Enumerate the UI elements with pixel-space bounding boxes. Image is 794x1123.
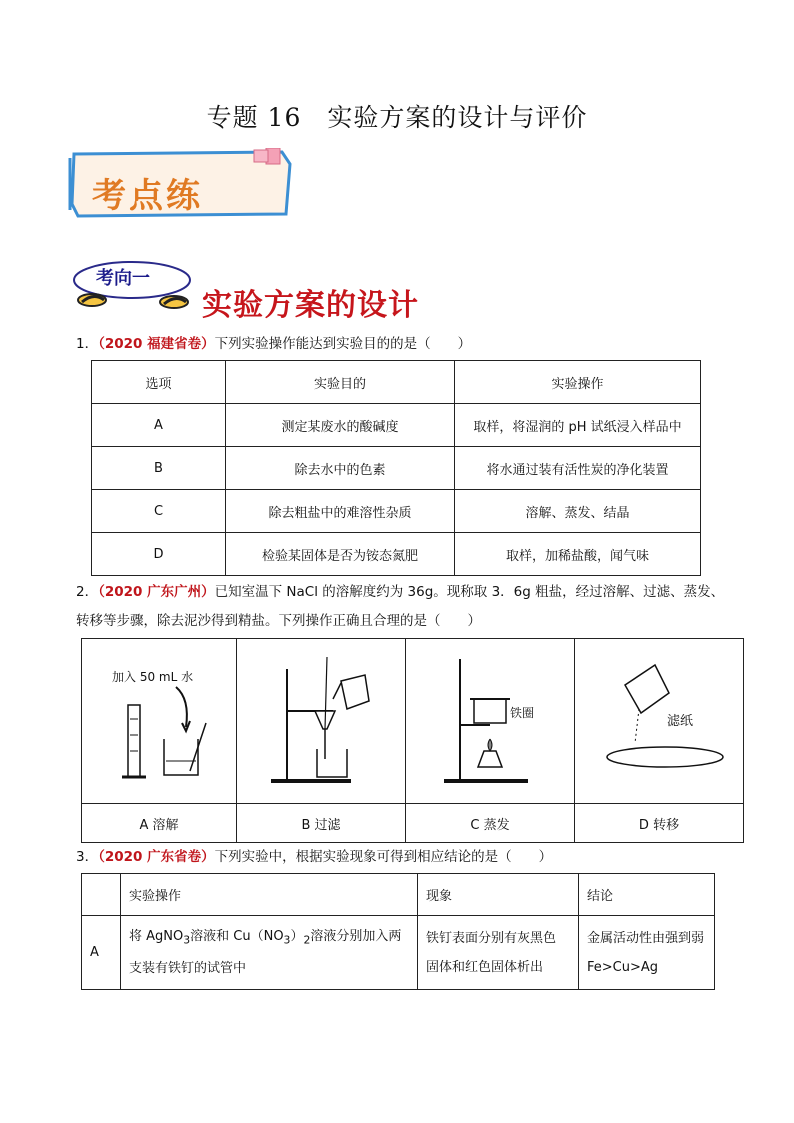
purpose-cell: 除去粗盐中的难溶性杂质 (226, 490, 455, 533)
question-number: 2． (76, 584, 99, 600)
header-cell: 实验操作 (455, 361, 701, 404)
header-cell: 实验操作 (121, 874, 418, 916)
question-1-stem (76, 330, 471, 359)
conclusion-cell (579, 916, 715, 990)
text-run: 铁钉表面分别有灰黑色 (426, 930, 557, 946)
caption-a: A 溶解 (82, 804, 237, 843)
question-3-table (81, 873, 715, 990)
question-2-line-1 (76, 578, 724, 607)
question-text: 下列实验操作能达到实验目的的是（ ） (214, 336, 472, 352)
filter-illustration (241, 639, 401, 799)
figure-label: 加入 50 mL 水 (112, 670, 194, 684)
text-run: Fe>Cu>Ag (587, 959, 659, 975)
question-2-line-2: 转移等步骤，除去泥沙得到精盐。下列操作正确且合理的是（ ） (76, 613, 481, 629)
text-run: 将 AgNO (129, 928, 184, 944)
question-text: 已知室温下 NaCl 的溶解度约为 36g。现称取 3．6g 粗盐，经过溶解、过滤、蒸发、 (214, 584, 725, 600)
caption-b: B 过滤 (237, 804, 406, 843)
subscript: 3 (283, 933, 291, 947)
option-cell: A (92, 404, 226, 447)
header-cell (82, 874, 121, 916)
subscript: 3 (183, 933, 191, 947)
figure-d-cell (575, 639, 744, 804)
table-row (92, 447, 701, 490)
text-run: 支装有铁钉的试管中 (129, 961, 247, 977)
section-title: 实验方案的设计 (202, 288, 419, 323)
phenomenon-cell (418, 916, 579, 990)
text-run: 固体和红色固体析出 (426, 959, 544, 975)
subscript: 2 (303, 933, 311, 947)
table-row (92, 490, 701, 533)
question-3-stem (76, 843, 552, 872)
purpose-cell: 除去水中的色素 (226, 447, 455, 490)
evaporation-illustration (410, 639, 570, 799)
purpose-cell: 检验某固体是否为铵态氮肥 (226, 533, 455, 576)
text-run: ） (290, 928, 304, 944)
section-badge-label: 考向一 (96, 268, 150, 289)
figure-b-cell (237, 639, 406, 804)
transfer-illustration (579, 639, 739, 799)
operation-cell: 取样，将湿润的 pH 试纸浸入样品中 (455, 404, 701, 447)
caption-c: C 蒸发 (406, 804, 575, 843)
table-row (82, 916, 715, 990)
operation-cell: 取样，加稀盐酸，闻气味 (455, 533, 701, 576)
text-run: 金属活动性由强到弱 (587, 930, 705, 946)
question-2-figure-table (81, 638, 744, 843)
header-cell: 结论 (579, 874, 715, 916)
text-run: 溶液分别加入两 (310, 928, 402, 944)
figure-c-cell (406, 639, 575, 804)
option-cell: D (92, 533, 226, 576)
banner-text: 考点练 (92, 176, 203, 216)
question-source: （2020 广东广州） (98, 584, 215, 600)
figure-a-cell (82, 639, 237, 804)
header-cell: 现象 (418, 874, 579, 916)
caption-row (82, 804, 744, 843)
operation-cell: 将水通过装有活性炭的净化装置 (455, 447, 701, 490)
question-source: （2020 广东省卷） (98, 849, 215, 865)
header-cell: 选项 (92, 361, 226, 404)
text-run: 溶液和 Cu（NO (190, 928, 284, 944)
question-number: 3． (76, 849, 99, 865)
question-source: （2020 福建省卷） (98, 336, 215, 352)
table-row (92, 404, 701, 447)
table-row (92, 533, 701, 576)
purpose-cell: 测定某废水的酸碱度 (226, 404, 455, 447)
question-1-table (91, 360, 701, 576)
option-cell: A (82, 916, 121, 990)
operation-cell (121, 916, 418, 990)
option-cell: B (92, 447, 226, 490)
dissolve-illustration (86, 639, 232, 799)
figure-row (82, 639, 744, 804)
header-cell: 实验目的 (226, 361, 455, 404)
question-number: 1． (76, 336, 99, 352)
document-title: 专题 16 实验方案的设计与评价 (206, 103, 588, 132)
option-cell: C (92, 490, 226, 533)
question-text: 下列实验中，根据实验现象可得到相应结论的是（ ） (214, 849, 553, 865)
table-header-row (92, 361, 701, 404)
figure-label: 铁圈 (510, 706, 535, 720)
operation-cell: 溶解、蒸发、结晶 (455, 490, 701, 533)
figure-label: 滤纸 (667, 714, 694, 729)
table-header-row (82, 874, 715, 916)
caption-d: D 转移 (575, 804, 744, 843)
